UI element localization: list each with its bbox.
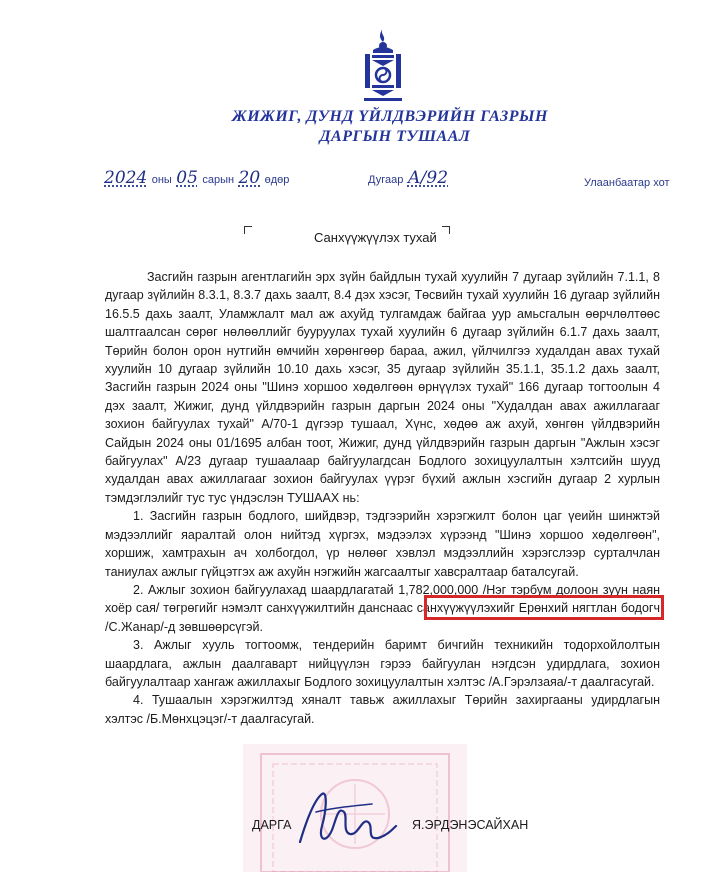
order-number xyxy=(368,168,448,188)
order-item-1: 1. Засгийн газрын бодлого, шийдвэр, тэдгээрийн хэрэгжилт болон цаг үеийн шинжтэй мэдээллийг яаралтай олон нийтэд хүргэх, мэдээлэх хүрээнд "Шинэ хоршоо хөдөлгөөн", хоршиж, хамтрахын ач холбогдол, үр нөлөөг хэвлэл мэдээллийн хэрэгслээр сурталчлан таниулах ажлыг гүйцэтгэх аж ахуйн нэгжийн жагсаалтыг хавсралтаар баталсугай. xyxy=(105,509,660,579)
document-type: ДАРГЫН ТУШААЛ xyxy=(319,128,471,145)
order-body xyxy=(105,268,660,728)
preamble-paragraph: Засгийн газрын агентлагийн эрх зүйн байдлын тухай хуулийн 7 дугаар зүйлийн 7.1.1, 8 дугаар зүйлийн 8.3.1, 8.3.7 дахь заалт, 8.4 дэх хэсэг, Төсвийн тухай хуулийн 16 дугаар зүйлийн 16.5.5 дахь заалт, Уламжлалт мал аж ахуйд тулгамдаж байгаа уур амьсгалын өөрчлөлтөөс шалтгаалсан сөрөг нөлөөллийг бууруулах тухай хуулийн 6 дугаар зүйлийн 6.1.7 дахь заалт, Төрийн болон орон нутгийн өмчийн хөрөнгөөр бараа, ажил, үйлчилгээ худалдан авах тухай хуулийн 10 дугаар зүйлийн 10.10 дахь хэсэг, 35 дугаар зүйлийн 35.1.1, 35.1.2 дахь заалт, Засгийн газрын 2024 оны "Шинэ хоршоо хөдөлгөөн өрнүүлэх тухай" 166 дугаар тогтоолын 4 дэх заалт, Жижиг, дунд үйлдвэрийн газрын даргын 2024 оны "Худалдан авах ажиллагааг зохион байгуулах тухай" А/70-1 дүгээр тушаал, Хүнс, хөдөө аж ахуй, хөнгөн үйлдвэрийн Сайдын 2024 оны 01/1695 албан тоот, Жижиг, дунд үйлдвэрийн газрын даргын "Ажлын хэсэг байгуулах" А/23 дугаар тушаалаар байгуулагдсан Бодлого зохицуулалтын хэлтсийн шууд худалдан авах ажиллагааг зохион байгуулах үүрэг бүхий ажлын хэсгийн дугаар 2 хурлын тэмдэглэлийг тус тус үндэслэн ТУШААХ нь: xyxy=(105,270,660,505)
signatory-name: Я.ЭРДЭНЭСАЙХАН xyxy=(412,818,529,832)
corner-mark-right xyxy=(442,226,450,234)
date-day-label: өдөр xyxy=(264,174,290,186)
order-number-label: Дугаар xyxy=(368,174,404,186)
handwritten-signature xyxy=(292,782,402,858)
corner-mark-left xyxy=(244,226,252,234)
ministry-name: ЖИЖИГ, ДУНД ҮЙЛДВЭРИЙН ГАЗРЫН xyxy=(232,108,548,125)
date-month-label: сарын xyxy=(202,174,235,186)
order-item-4: 4. Тушаалын хэрэгжилтэд хяналт тавьж ажиллахыг Төрийн захиргааны удирдлагын хэлтэс /Б.Мөнхцэцэг/-т даалгасугай. xyxy=(105,693,660,726)
amount-highlight-box xyxy=(424,595,664,620)
signatory-title: ДАРГА xyxy=(252,818,292,832)
date-year: 2024 xyxy=(104,168,148,188)
date-month: 05 xyxy=(176,168,198,188)
order-item-3: 3. Ажлыг хууль тогтоомж, тендерийн баримт бичгийн техникийн тодорхойлолтын шаардлага, ажлын даалгаварт нийцүүлэн гэрээ байгуулан нэгдсэн удирдлага, зохион байгуулалтаар хангаж ажиллахыг Бодлого зохицуулалтын хэлтэс /А.Гэрэлзаяа/-т даалгасугай. xyxy=(105,638,660,689)
date-year-label: оны xyxy=(151,174,172,186)
city: Улаанбаатар хот xyxy=(584,177,670,189)
order-date xyxy=(104,168,289,188)
soyombo-emblem-icon xyxy=(360,26,406,102)
subject-title: Санхүүжүүлэх тухай xyxy=(314,230,437,245)
date-day: 20 xyxy=(238,168,261,188)
order-item-2: 2. Ажлыг зохион байгуулахад шаардлагатай 1,782,000,000 /Нэг тэрбум долоон зуун наян хоёр сая/ төгрөгийг нэмэлт санхүүжилтийн данснаас санхүүжүүлэхийг Ерөнхий нягтлан бодогч /С.Жанар/-д зөвшөөрсүгэй. xyxy=(105,582,660,634)
order-number-value: А/92 xyxy=(407,168,449,188)
